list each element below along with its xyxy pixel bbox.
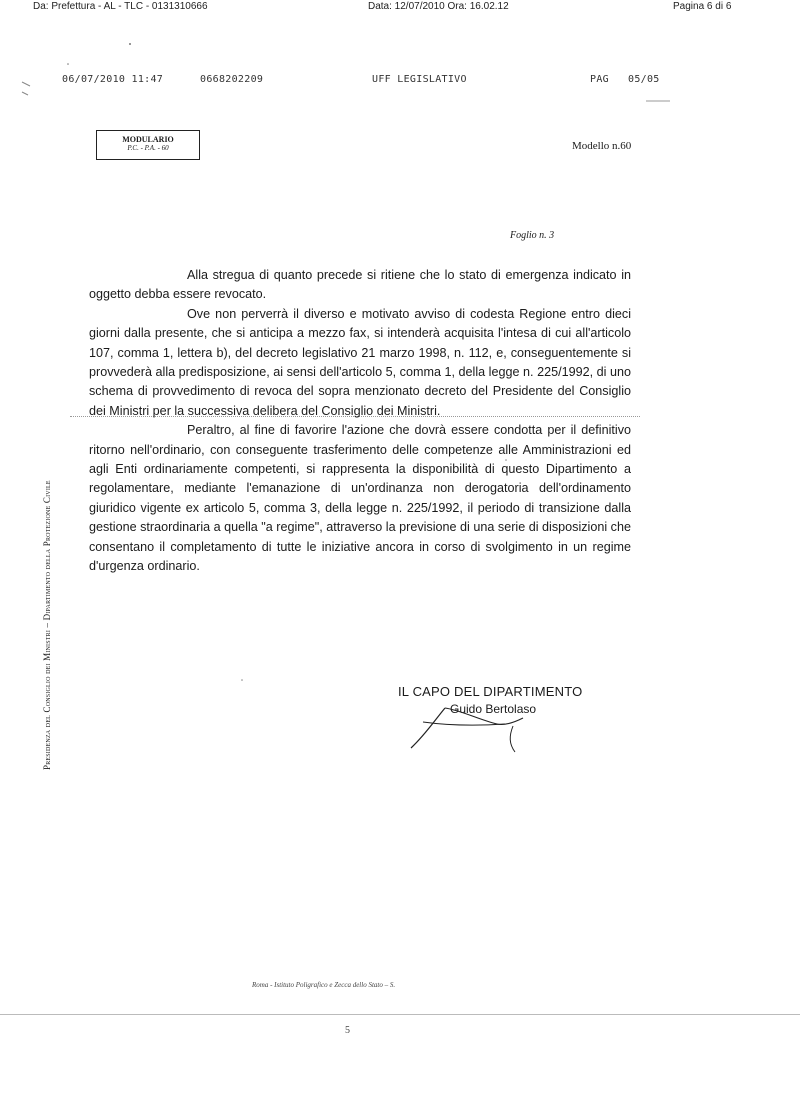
imprint-text: Roma - Istituto Poligrafico e Zecca dello Stato – S. bbox=[252, 981, 396, 989]
vertical-institution-text: Presidenza del Consiglio dei Ministri – Dipartimento della Protezione Civile bbox=[42, 480, 52, 770]
fax-page-count: Pagina 6 di 6 bbox=[673, 1, 732, 12]
modulario-title: MODULARIO bbox=[122, 135, 174, 144]
signature-title: IL CAPO DEL DIPARTIMENTO bbox=[398, 684, 583, 699]
foglio-label: Foglio n. 3 bbox=[510, 230, 555, 241]
paragraph-1: Alla stregua di quanto precede si ritiene che lo stato di emergenza indicato in oggetto debba essere revocato. bbox=[89, 268, 631, 302]
handwritten-signature bbox=[405, 700, 535, 760]
modello-label: Modello n.60 bbox=[572, 140, 632, 152]
fax-line-pag-label: PAG bbox=[590, 74, 609, 85]
fax-sender: Da: Prefettura - AL - TLC - 0131310666 bbox=[33, 1, 208, 12]
footer-divider bbox=[0, 1014, 800, 1015]
modulario-code: P.C. - P.A. - 60 bbox=[127, 144, 169, 152]
fax-date-time: Data: 12/07/2010 Ora: 16.02.12 bbox=[368, 1, 509, 12]
fax-line-datetime: 06/07/2010 11:47 bbox=[62, 74, 164, 85]
modulario-box bbox=[96, 130, 200, 160]
fax-line-number: 0668202209 bbox=[200, 74, 264, 85]
paragraph-3: Peraltro, al fine di favorire l'azione che dovrà essere condotta per il definitivo ritorno nell'ordinario, con conseguente trasferimento delle competenze alle Amministrazioni ed agli Enti ordinariamente competenti, si rappresenta la disponibilità di questo Dipartimento a regolamentare, mediante l'emanazione di un'ordinanza non derogatoria dell'ordinamento giuridico vigente ex articolo 5, comma 3, della legge n. 225/1992, il periodo di transizione dalla gestione straordinaria a quella "a regime", attraverso la previsione di una serie di disposizioni che consentano il completamento di tutte le iniziative ancora in corso di svolgimento in un regime d'urgenza ordinario. bbox=[89, 423, 631, 574]
page-number: 5 bbox=[345, 1025, 350, 1036]
fax-line-office: UFF LEGISLATIVO bbox=[372, 74, 467, 85]
fax-line-pag-value: 05/05 bbox=[628, 74, 660, 85]
paragraph-2: Ove non perverrà il diverso e motivato avviso di codesta Regione entro dieci giorni dalla presente, che si anticipa a mezzo fax, si intenderà acquisita l'intesa di cui all'articolo 107, comma 1, lettera b), del decreto legislativo 21 marzo 1998, n. 112, e, conseguentemente si provvederà alla predisposizione, ai sensi dell'articolo 5, comma 1, della legge n. 225/1992, di uno schema di provvedimento di revoca del sopra menzionato decreto del Presidente del Consiglio dei Ministri per la successiva delibera del Consiglio dei Ministri. bbox=[89, 306, 631, 418]
letter-body bbox=[89, 266, 631, 577]
signature-name: Guido Bertolaso bbox=[450, 702, 537, 716]
